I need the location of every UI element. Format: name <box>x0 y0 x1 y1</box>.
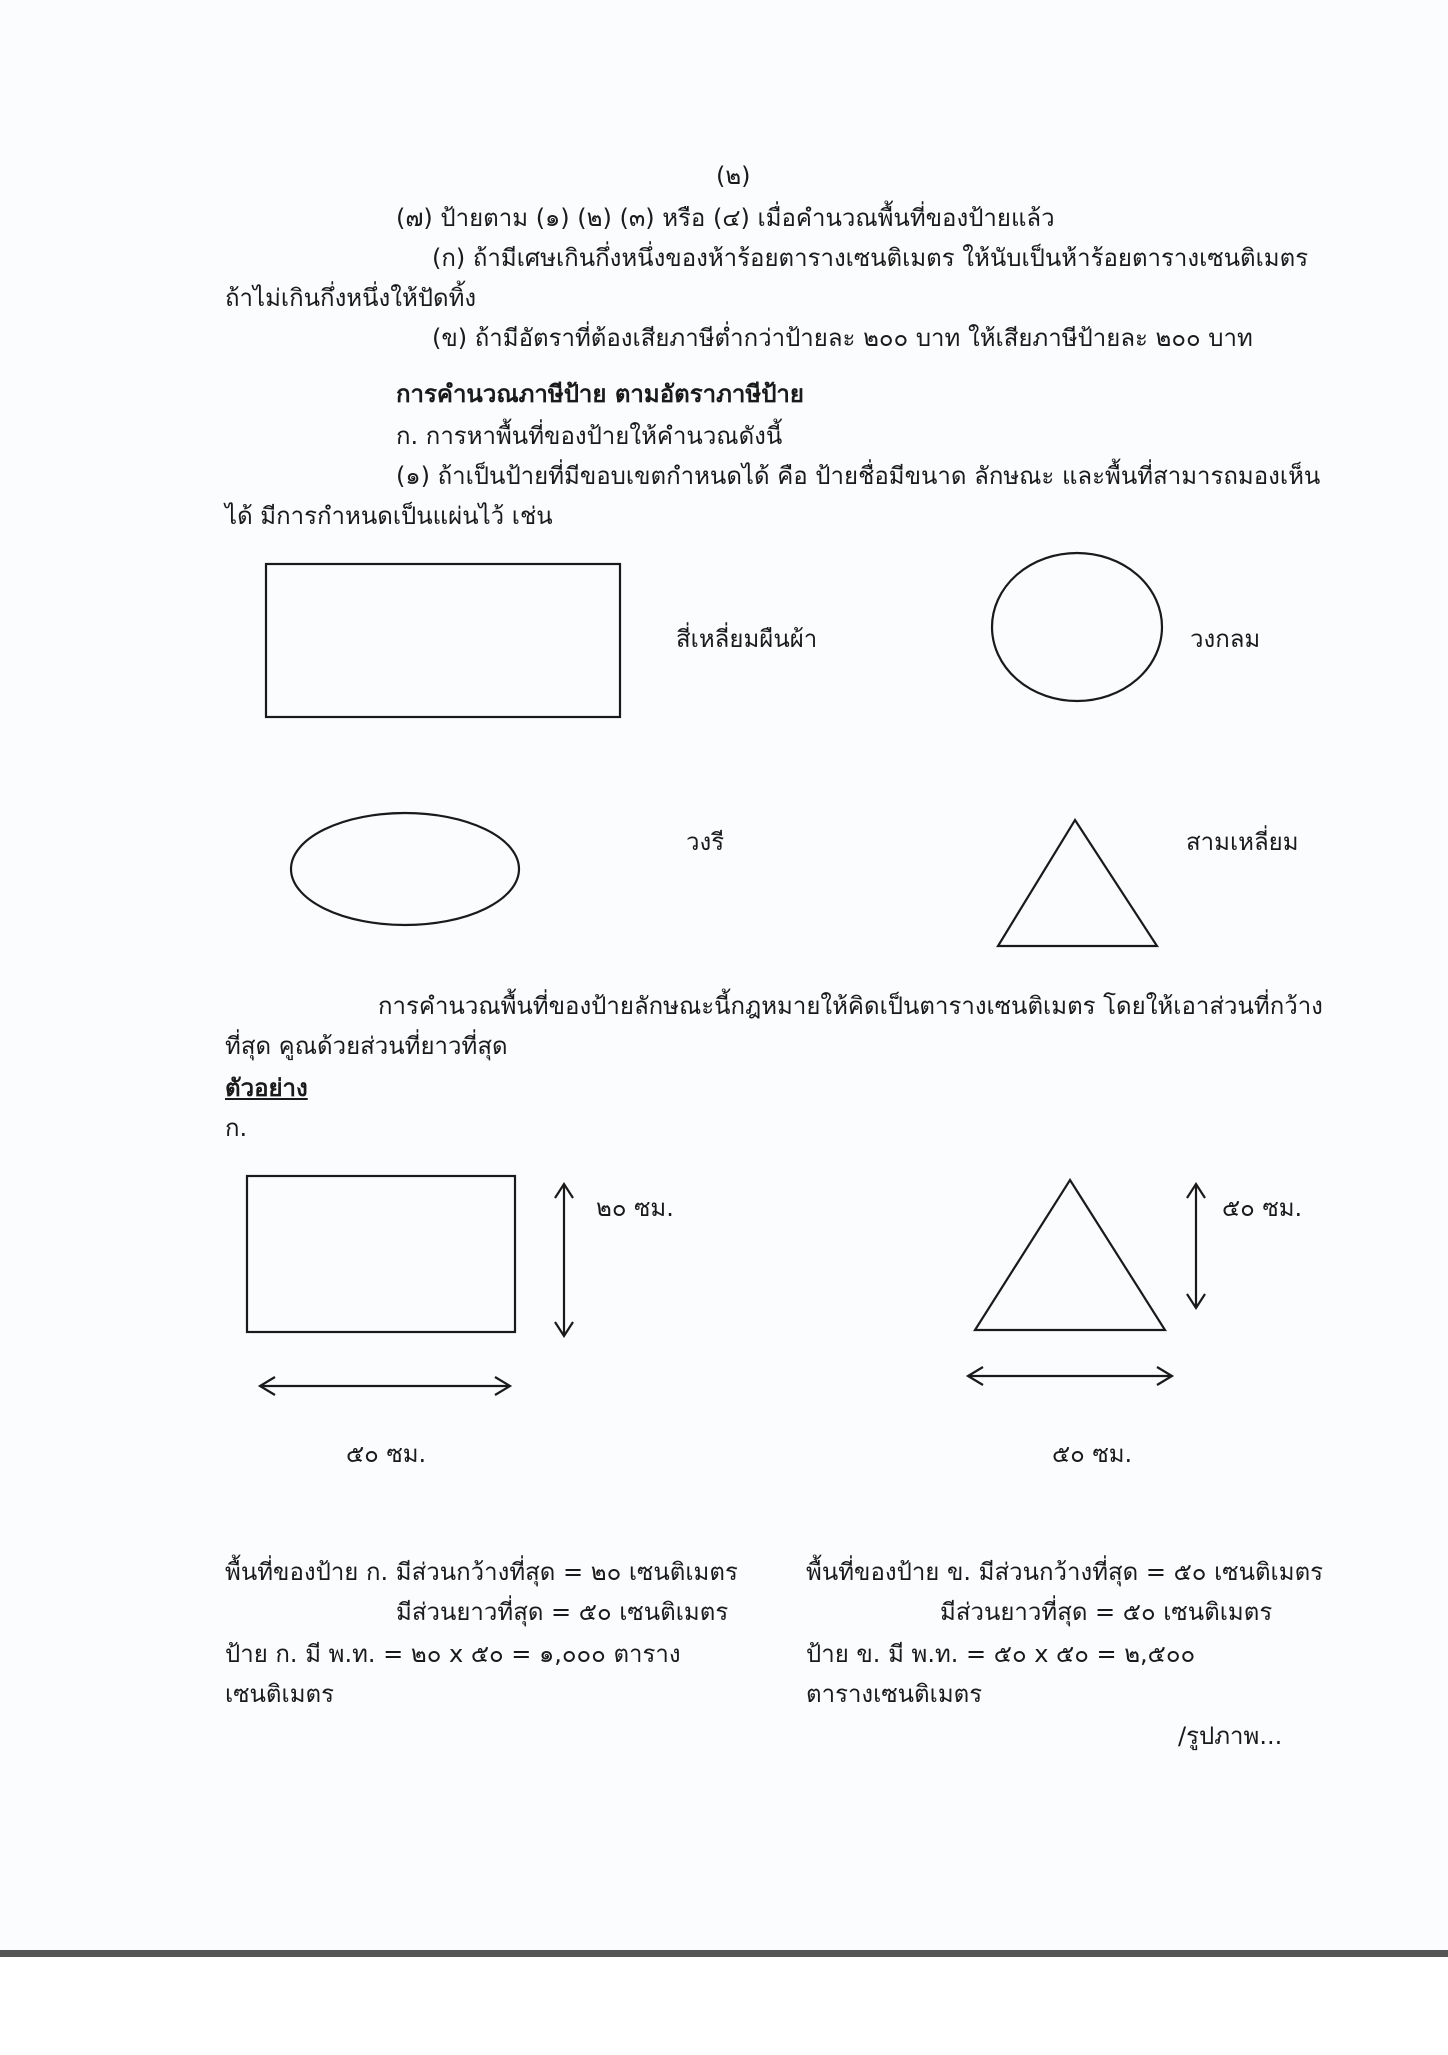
ellipse-label: วงรี <box>686 828 725 856</box>
triangle-width-arrow <box>968 1367 1172 1385</box>
calc-item1-line2: ได้ มีการกำหนดเป็นแผ่นไว้ เช่น <box>225 502 553 530</box>
triangle-height-arrow <box>1187 1184 1205 1308</box>
result-a-line4: เซนติเมตร <box>225 1680 334 1708</box>
triangle-width-dimension: ๕๐ ซม. <box>1052 1440 1133 1468</box>
result-b-line3: ป้าย ข. มี พ.ท. = ๕๐ x ๕๐ = ๒,๕๐๐ <box>806 1640 1196 1668</box>
result-b-line2: มีส่วนยาวที่สุด = ๕๐ เซนติเมตร <box>940 1598 1273 1626</box>
result-a-line3: ป้าย ก. มี พ.ท. = ๒๐ x ๕๐ = ๑,๐๐๐ ตาราง <box>225 1640 681 1668</box>
rect-width-arrow <box>260 1377 510 1395</box>
circle-label: วงกลม <box>1190 625 1261 653</box>
calc-item1-line1: (๑) ถ้าเป็นป้ายที่มีขอบเขตกำหนดได้ คือ ป้ายชื่อมีขนาด ลักษณะ และพื้นที่สามารถมองเห็น <box>396 462 1321 490</box>
result-b-line1: พื้นที่ของป้าย ข. มีส่วนกว้างที่สุด = ๕๐ เซนติเมตร <box>806 1558 1324 1586</box>
rectangle-label: สี่เหลี่ยมผืนผ้า <box>676 625 818 653</box>
triangle-shape <box>998 820 1157 946</box>
example-heading: ตัวอย่าง <box>225 1074 308 1102</box>
section7-item-b: (ข) ถ้ามีอัตราที่ต้องเสียภาษีต่ำกว่าป้ายละ ๒๐๐ บาท ให้เสียภาษีป้ายละ ๒๐๐ บาท <box>432 324 1253 352</box>
section7-item-a-line1: (ก) ถ้ามีเศษเกินกึ่งหนึ่งของห้าร้อยตารางเซนติเมตร ให้นับเป็นห้าร้อยตารางเซนติเมตร <box>432 244 1309 272</box>
calc-intro: ก. การหาพื้นที่ของป้ายให้คำนวณดังนี้ <box>396 422 783 450</box>
rectangle-shape <box>266 564 620 717</box>
rule-line2: ที่สุด คูณด้วยส่วนที่ยาวที่สุด <box>225 1032 508 1060</box>
triangle-height-dimension: ๕๐ ซม. <box>1222 1194 1303 1222</box>
page-number: (๒) <box>716 162 751 190</box>
section7-heading: (๗) ป้ายตาม (๑) (๒) (๓) หรือ (๔) เมื่อคำนวณพื้นที่ของป้ายแล้ว <box>396 204 1055 232</box>
rect-width-dimension: ๕๐ ซม. <box>346 1440 427 1468</box>
rect-height-arrow <box>555 1184 573 1336</box>
section7-item-a-line2: ถ้าไม่เกินกึ่งหนึ่งให้ปัดทิ้ง <box>225 284 477 312</box>
rule-line1: การคำนวณพื้นที่ของป้ายลักษณะนี้กฎหมายให้คิดเป็นตารางเซนติเมตร โดยให้เอาส่วนที่กว้าง <box>378 992 1323 1020</box>
ellipse-shape <box>291 813 519 925</box>
example-triangle <box>975 1180 1165 1330</box>
result-a-line1: พื้นที่ของป้าย ก. มีส่วนกว้างที่สุด = ๒๐ เซนติเมตร <box>225 1558 738 1586</box>
triangle-label: สามเหลี่ยม <box>1186 828 1299 856</box>
circle-shape <box>992 553 1162 701</box>
result-b-line4: ตารางเซนติเมตร <box>806 1680 983 1708</box>
result-a-line2: มีส่วนยาวที่สุด = ๕๐ เซนติเมตร <box>396 1598 729 1626</box>
continuation-note: /รูปภาพ... <box>1178 1722 1283 1750</box>
example-label-a: ก. <box>225 1114 248 1142</box>
example-rectangle <box>247 1176 515 1332</box>
calc-title: การคำนวณภาษีป้าย ตามอัตราภาษีป้าย <box>396 380 804 408</box>
rect-height-dimension: ๒๐ ซม. <box>596 1194 674 1222</box>
